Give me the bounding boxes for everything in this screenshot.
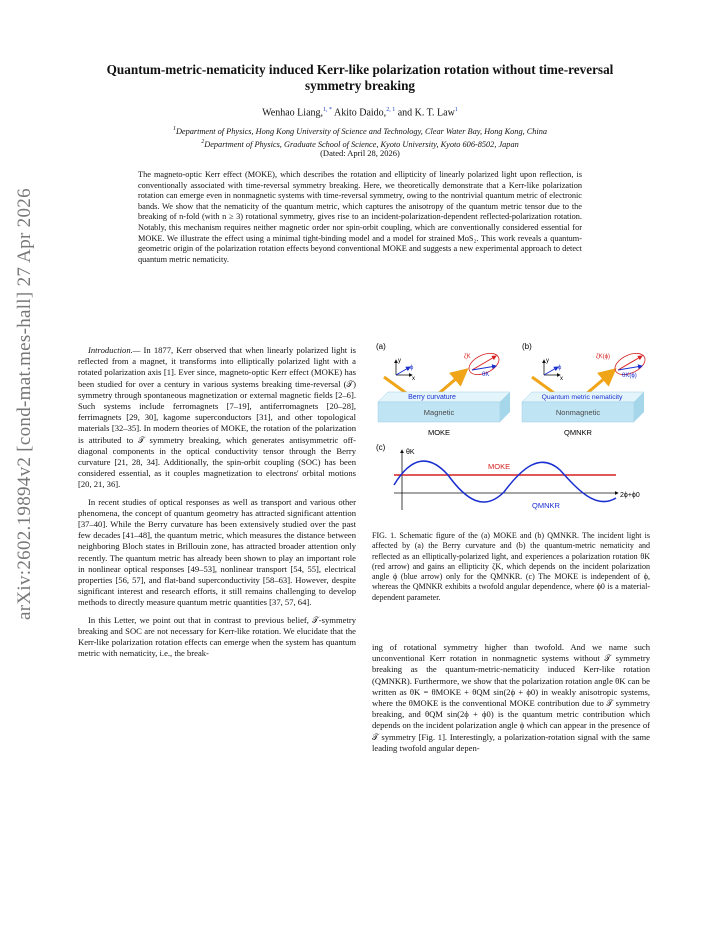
panel-c-plot <box>394 449 640 510</box>
panel-a-magnetic-label: Magnetic <box>423 408 455 417</box>
panel-a-moke-label: MOKE <box>427 428 451 437</box>
right-paragraph-1: ing of rotational symmetry higher than twofold. And we name such unconventional Kerr rotation in nonmagnetic systems without 𝒯 symmetry breaking as the quantum-metric-nematicity induced Kerr-like rotation (QMNKR). Furthermore, we show that the polarization rotation angle θK can be written as θK = θMOKE + θQM sin(2ϕ + ϕ0) in weakly anisotropic systems, where the θMOKE is the conventional MOKE contribution due to 𝒯 symmetry breaking, and θQM sin(2ϕ + ϕ0) is the quantum metric contribution which depends on the incident polarization angle ϕ which can appear in the presence of 𝒯 symmetry [Fig. 1]. Interestingly, a polarization-rotation signal with the same leading twofold angular depen- <box>372 642 650 753</box>
affiliations <box>80 124 640 151</box>
figure-1 <box>372 340 650 520</box>
panel-b-theta: θK(ϕ) <box>622 373 637 379</box>
author-list <box>100 107 620 118</box>
author-2-affil[interactable]: 2, 1 <box>386 107 396 113</box>
panel-a-diagram <box>378 349 510 437</box>
left-column <box>78 345 356 659</box>
intro-paragraph-2: In recent studies of optical responses as well as transport and various other phenomena, the concept of quantum geometry has attracted significant attention [37–40]. While the Berry curvature has been extensively studied over the past few decades [41–48], the quantum metric, which measures the distance between neighboring Bloch states in Brillouin zone, has attracted broader attention only recently. The quantum metric has already been shown to play an important role in nonlinear optical responses [49–53], nonlinear transport [54, 55], electrical properties [56, 57], and flat-band superconductivity [58–63]. However, despite significant interest and research efforts, it still remains challenging to develop methods to directly measure quantum metric quantities [37, 57, 64]. <box>78 496 356 608</box>
panel-b-axis-y: y <box>546 358 549 364</box>
abstract: The magneto-optic Kerr effect (MOKE), which describes the rotation and ellipticity of linearly polarized light upon reflection, is conventionally associated with time-reversal symmetry breaking. Here, we theoretically demonstrate that a Kerr-like polarization rotation can emerge even in nonmagnetic systems with time-reversal symmetry, owing to the nontrivial quantum metric of electronic bands. We show that the nematicity of the quantum metric, which captures the anisotropy of the quantum metric tensor due to the breaking of n-fold (with n ≥ 3) rotational symmetry, gives rise to an incident-polarization-dependent reflected-polarization rotation. Notably, this mechanism requires neither magnetic order nor spin-orbit coupling, which are conventionally considered essential for MOKE. We illustrate the effect using a minimal tight-binding model and a model for strained MoS₂. This work reveals a quantum-geometric origin of the polarization rotation effects beyond conventional MOKE and suggests a new experimental approach to detect quantum metric nematicity. <box>138 170 582 264</box>
panel-a-theta: θK <box>482 372 490 378</box>
panel-b-zeta: ζK(ϕ) <box>596 354 611 360</box>
panel-a-zeta: ζK <box>464 354 471 360</box>
panel-b-diagram <box>522 349 648 437</box>
figure-1-caption: FIG. 1. Schematic figure of the (a) MOKE and (b) QMNKR. The incident light is affected by (a) the Berry curvature and (b) the quantum-metric nematicity and reflected as an elliptically-polarized light, and experiences a polarization rotation θK (red arrow) and gains an ellipticity ζK, which depends on the incident polarization angle ϕ (blue arrow) only for the QMNKR. (c) The MOKE is independent of ϕ, whereas the QMNKR exhibits a twofold angular dependence, where ϕ0 is a material-dependent parameter. <box>372 531 650 602</box>
panel-b-phi: ϕ <box>558 365 562 371</box>
arxiv-sidebar <box>14 188 36 620</box>
panel-c-ylabel: θK <box>406 449 415 456</box>
panel-b-nonmagnetic-label: Nonmagnetic <box>555 408 601 417</box>
panel-b-qmnkr-label: QMNKR <box>564 428 592 437</box>
paper-title: Quantum-metric-nematicity induced Kerr-like polarization rotation without time-reversal symmetry breaking <box>106 62 614 93</box>
affil-2-number: 2 <box>201 139 205 146</box>
author-1: Wenhao Liang, <box>262 107 324 119</box>
panel-b-nematicity-label: Quantum metric nematicity <box>541 394 623 401</box>
author-3-affil[interactable]: 1 <box>454 107 458 113</box>
arxiv-identifier: arXiv:2602.19894v2 [cond-mat.mes-hall] 27 Apr 2026 <box>14 188 35 620</box>
panel-a-label: (a) <box>376 342 386 351</box>
author-2: Akito Daido, <box>333 107 387 119</box>
panel-a-phi: ϕ <box>410 365 414 371</box>
panel-a-axis-y: y <box>398 358 401 364</box>
date-line: (Dated: April 28, 2026) <box>320 148 400 158</box>
panel-c-moke-label: MOKE <box>488 462 511 471</box>
intro-paragraph-3: In this Letter, we point out that in contrast to previous belief, 𝒯-symmetry breaking and SOC are not necessary for Kerr-like rotation. We elucidate that the Kerr-like polarization rotation effects can emerge when the system has quantum metric with nematicity, i.e., the break- <box>78 614 356 659</box>
author-3: and K. T. Law <box>397 107 455 119</box>
panel-b-axis-x: x <box>560 376 563 382</box>
intro-text-1: In 1877, Kerr observed that when linearly polarized light is reflected from a magnet, it transforms into elliptically polarized light with a rotated polarization axis [1]. Ever since, magneto-optic Kerr effect (MOKE) has been studied for over a century in various systems breaking time-reversal (𝒯) symmetry through spontaneous magnetization or external magnetic fields [2–6]. Such systems include ferromagnets [7–19], antiferromagnets [20–28], ferrimagnets [29, 30], kagome superconductors [31], and other topological materials [32–35]. In modern theories of MOKE, the rotation of the polarization is attributed to 𝒯 symmetry breaking, which generates antisymmetric off-diagonal components in the optical conductivity tensor through the Berry curvature [21, 28, 34]. Additionally, the spin-orbit coupling (SOC) has been considered essential, as it couples magnetization to electrons' orbital motions [20, 21, 36]. <box>78 345 356 490</box>
panel-c-label: (c) <box>376 443 386 452</box>
author-1-affil[interactable]: 1, * <box>323 107 333 113</box>
affil-1: Department of Physics, Hong Kong University of Science and Technology, Clear Water Bay, Hong Kong, China <box>175 126 548 136</box>
panel-a-axis-x: x <box>412 376 415 382</box>
affil-1-number: 1 <box>172 126 176 132</box>
intro-lead: Introduction.— <box>88 345 141 355</box>
affil-2: Department of Physics, Graduate School of Science, Kyoto University, Kyoto 606-8502, Japan <box>204 140 519 150</box>
panel-c-xlabel: 2ϕ+ϕ0 <box>620 492 640 499</box>
intro-paragraph-1 <box>78 345 356 491</box>
right-column <box>372 642 650 754</box>
panel-a-berry-label: Berry curvature <box>408 394 456 401</box>
panel-c-qmnkr-label: QMNKR <box>532 501 560 510</box>
panel-b-label: (b) <box>522 342 532 351</box>
